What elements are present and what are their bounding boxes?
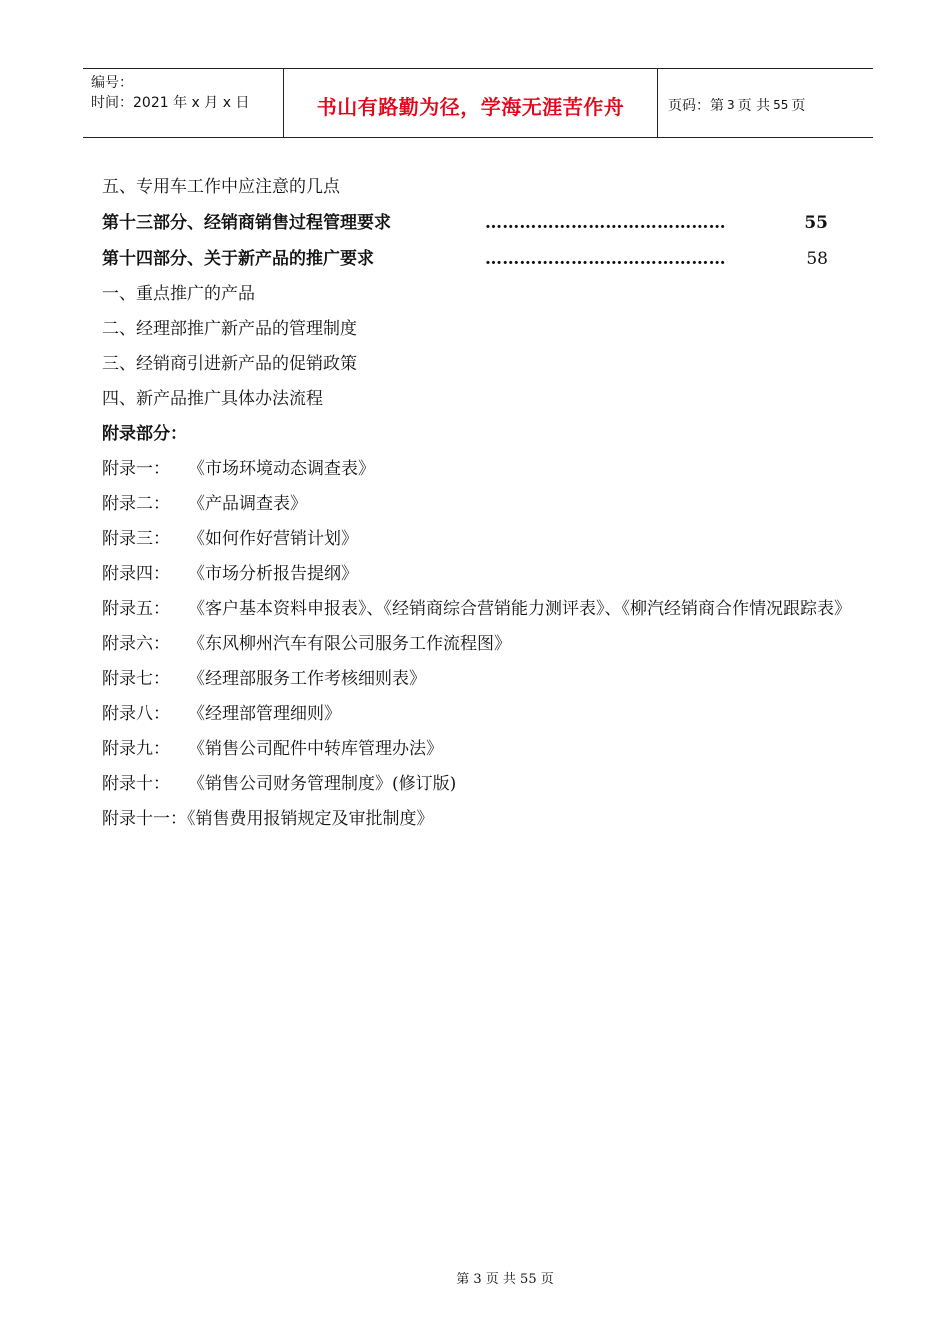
appendix-text: 《东风柳州汽车有限公司服务工作流程图》 bbox=[188, 634, 511, 654]
toc-page-number: 58 bbox=[806, 249, 828, 269]
appendix-label: 附录二： bbox=[102, 494, 170, 514]
toc-leader: …………………………………… bbox=[485, 213, 726, 233]
page-header bbox=[83, 68, 873, 138]
document-body bbox=[102, 170, 862, 837]
header-info-cell bbox=[83, 69, 284, 137]
page-mid: 页 共 bbox=[737, 98, 771, 114]
header-page-cell bbox=[658, 69, 873, 137]
appendix-text: 《如何作好营销计划》 bbox=[188, 529, 358, 549]
toc-entry[interactable] bbox=[102, 241, 862, 277]
page-prefix: 页码：第 bbox=[668, 98, 724, 114]
page-number: 3 bbox=[727, 98, 735, 112]
appendix-label: 附录四： bbox=[102, 564, 170, 584]
section-item: 三、经销商引进新产品的促销政策 bbox=[102, 354, 357, 374]
appendix-label: 附录八： bbox=[102, 704, 170, 724]
appendix-item bbox=[102, 522, 862, 557]
page-suffix: 页 bbox=[791, 98, 806, 114]
header-motto-cell bbox=[284, 69, 658, 137]
toc-entry[interactable] bbox=[102, 205, 862, 241]
toc-title: 第十三部分、经销商销售过程管理要求 bbox=[102, 213, 391, 233]
appendix-text: 《客户基本资料申报表》、《经销商综合营销能力测评表》、《柳汽经销商合作情况跟踪表》 bbox=[188, 599, 851, 619]
appendix-heading: 附录部分： bbox=[102, 424, 187, 444]
appendix-item bbox=[102, 487, 862, 522]
appendix-text: 《经理部管理细则》 bbox=[188, 704, 341, 724]
motto-text: 书山有路勤为径，学海无涯苦作舟 bbox=[316, 94, 625, 119]
appendix-item bbox=[102, 767, 862, 802]
appendix-label: 附录三： bbox=[102, 529, 170, 549]
appendix-text: 《市场分析报告提纲》 bbox=[188, 564, 358, 584]
document-date: 时间：2021 年 x 月 x 日 bbox=[91, 95, 250, 111]
appendix-label: 附录五： bbox=[102, 599, 170, 619]
toc-leader: …………………………………… bbox=[485, 249, 726, 269]
appendix-label: 附录十： bbox=[102, 774, 170, 794]
section-item: 一、重点推广的产品 bbox=[102, 284, 255, 304]
section-item: 二、经理部推广新产品的管理制度 bbox=[102, 319, 357, 339]
document-code: 编号： bbox=[91, 75, 133, 91]
appendix-label: 附录六： bbox=[102, 634, 170, 654]
appendix-text: 《销售公司财务管理制度》(修订版) bbox=[188, 774, 457, 794]
section-item: 五、专用车工作中应注意的几点 bbox=[102, 177, 340, 197]
appendix-text: 《经理部服务工作考核细则表》 bbox=[188, 669, 426, 689]
page-total: 55 bbox=[773, 98, 789, 112]
section-item: 四、新产品推广具体办法流程 bbox=[102, 389, 323, 409]
appendix-text: 《市场环境动态调查表》 bbox=[188, 459, 375, 479]
appendix-item bbox=[102, 592, 862, 627]
appendix-item bbox=[102, 557, 862, 592]
appendix-item bbox=[102, 697, 862, 732]
appendix-text: 《产品调查表》 bbox=[188, 494, 307, 514]
toc-page-number: 55 bbox=[804, 213, 828, 233]
toc-title: 第十四部分、关于新产品的推广要求 bbox=[102, 249, 374, 269]
appendix-text: 《销售费用报销规定及审批制度》 bbox=[187, 809, 434, 829]
appendix-item bbox=[102, 627, 862, 662]
page-footer: 第 3 页 共 55 页 bbox=[456, 1272, 554, 1287]
appendix-label: 附录十一： bbox=[102, 809, 187, 829]
appendix-label: 附录七： bbox=[102, 669, 170, 689]
appendix-text: 《销售公司配件中转库管理办法》 bbox=[188, 739, 443, 759]
appendix-item bbox=[102, 452, 862, 487]
appendix-item bbox=[102, 662, 862, 697]
appendix-label: 附录一： bbox=[102, 459, 170, 479]
appendix-item bbox=[102, 732, 862, 767]
appendix-label: 附录九： bbox=[102, 739, 170, 759]
appendix-list bbox=[102, 452, 862, 837]
appendix-item bbox=[102, 802, 862, 837]
